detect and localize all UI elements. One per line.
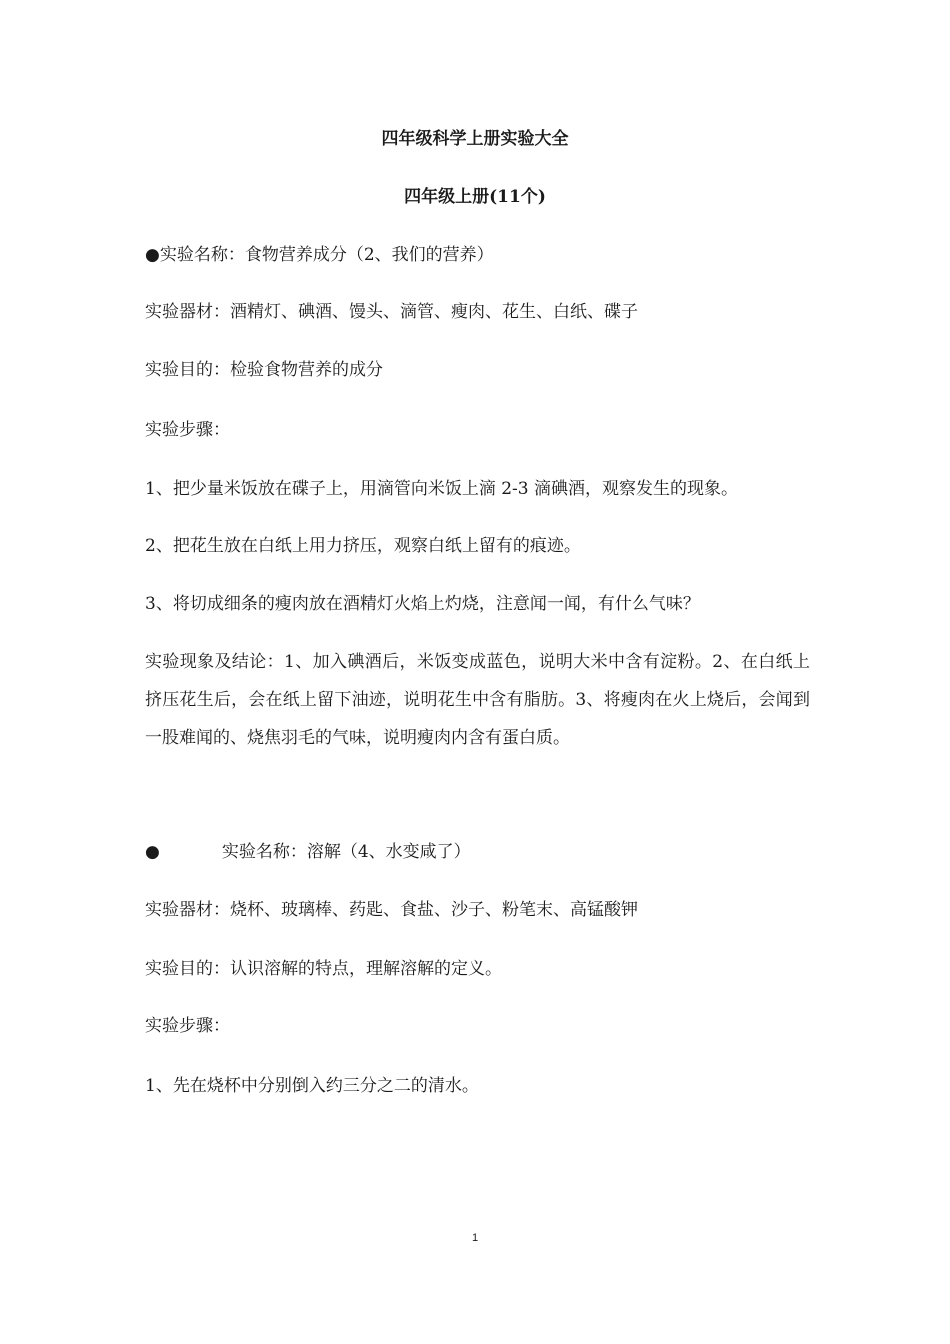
experiment-1-step-1: 1、把少量米饭放在碟子上，用滴管向米饭上滴 2-3 滴碘酒，观察发生的现象。	[145, 479, 738, 499]
document-title: 四年级科学上册实验大全	[381, 129, 569, 149]
bullet-icon: ●	[145, 842, 160, 862]
experiment-2-heading	[145, 842, 471, 862]
document-subtitle: 四年级上册(11个)	[404, 187, 546, 207]
experiment-2-purpose: 实验目的：认识溶解的特点，理解溶解的定义。	[145, 959, 502, 979]
experiment-1-conclusion: 实验现象及结论：1、加入碘酒后，米饭变成蓝色，说明大米中含有淀粉。2、在白纸上挤压花生后，会在纸上留下油迹，说明花生中含有脂肪。3、将瘦肉在火上烧后，会闻到一股难闻的、烧焦羽毛的气味，说明瘦肉内含有蛋白质。	[145, 652, 810, 748]
experiment-2-materials: 实验器材：烧杯、玻璃棒、药匙、食盐、沙子、粉笔末、高锰酸钾	[145, 900, 638, 920]
experiment-2-steps-label: 实验步骤：	[145, 1016, 230, 1036]
experiment-1-purpose: 实验目的：检验食物营养的成分	[145, 360, 383, 380]
experiment-1-step-3: 3、将切成细条的瘦肉放在酒精灯火焰上灼烧，注意闻一闻，有什么气味？	[145, 594, 700, 614]
experiment-1-materials: 实验器材：酒精灯、碘酒、馒头、滴管、瘦肉、花生、白纸、碟子	[145, 302, 638, 322]
experiment-2-step-1: 1、先在烧杯中分别倒入约三分之二的清水。	[145, 1076, 479, 1096]
experiment-2-name: 实验名称：溶解（4、水变咸了）	[221, 842, 471, 862]
experiment-1-name: 实验名称：食物营养成分（2、我们的营养）	[159, 245, 494, 265]
experiment-1-heading	[145, 245, 494, 265]
experiment-1-steps-label: 实验步骤：	[145, 420, 230, 440]
page-number: 1	[471, 1232, 479, 1244]
bullet-icon: ●	[145, 245, 160, 265]
experiment-1-step-2: 2、把花生放在白纸上用力挤压，观察白纸上留有的痕迹。	[145, 536, 581, 556]
